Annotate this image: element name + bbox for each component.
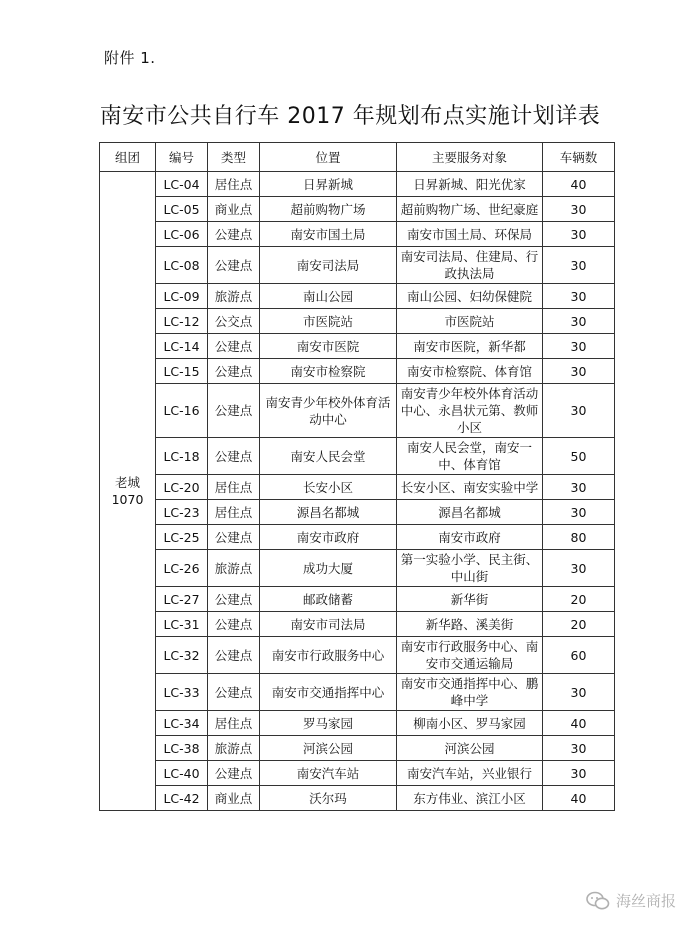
group-name: 老城 — [114, 475, 140, 490]
bikes-cell: 80 — [543, 525, 615, 550]
table-row — [100, 222, 615, 247]
table-row — [100, 711, 615, 736]
serves-cell: 南安市医院，新华都 — [397, 334, 543, 359]
watermark-text: 海丝商报 — [615, 892, 676, 910]
header-location: 位置 — [260, 143, 397, 172]
location-cell: 河滨公园 — [260, 736, 397, 761]
serves-cell: 河滨公园 — [397, 736, 543, 761]
table-row — [100, 438, 615, 475]
table-row — [100, 550, 615, 587]
table-row — [100, 197, 615, 222]
type-cell: 公建点 — [208, 587, 260, 612]
serves-cell: 市医院站 — [397, 309, 543, 334]
table-row — [100, 475, 615, 500]
type-cell: 旅游点 — [208, 736, 260, 761]
bikes-cell: 30 — [543, 309, 615, 334]
serves-cell: 新华街 — [397, 587, 543, 612]
location-cell: 南安青少年校外体育活动中心 — [260, 384, 397, 438]
code-cell: LC-09 — [156, 284, 208, 309]
serves-cell: 南安市交通指挥中心、鹏峰中学 — [397, 674, 543, 711]
table-row — [100, 334, 615, 359]
code-cell: LC-14 — [156, 334, 208, 359]
code-cell: LC-42 — [156, 786, 208, 811]
bikes-cell: 60 — [543, 637, 615, 674]
table-row — [100, 587, 615, 612]
location-cell: 沃尔玛 — [260, 786, 397, 811]
table-row — [100, 736, 615, 761]
header-serves: 主要服务对象 — [397, 143, 543, 172]
code-cell: LC-38 — [156, 736, 208, 761]
bikes-cell: 30 — [543, 334, 615, 359]
table-row — [100, 612, 615, 637]
location-cell: 南安市医院 — [260, 334, 397, 359]
location-cell: 南安市政府 — [260, 525, 397, 550]
bikes-cell: 50 — [543, 438, 615, 475]
location-cell: 南安汽车站 — [260, 761, 397, 786]
type-cell: 公建点 — [208, 674, 260, 711]
location-cell: 南安市检察院 — [260, 359, 397, 384]
type-cell: 旅游点 — [208, 550, 260, 587]
location-cell: 南安市司法局 — [260, 612, 397, 637]
watermark — [586, 890, 676, 911]
bikes-cell: 30 — [543, 550, 615, 587]
type-cell: 居住点 — [208, 711, 260, 736]
location-cell: 成功大厦 — [260, 550, 397, 587]
code-cell: LC-31 — [156, 612, 208, 637]
bikes-cell: 30 — [543, 222, 615, 247]
bikes-cell: 40 — [543, 786, 615, 811]
table-row — [100, 786, 615, 811]
location-cell: 源昌名都城 — [260, 500, 397, 525]
code-cell: LC-32 — [156, 637, 208, 674]
code-cell: LC-04 — [156, 172, 208, 197]
code-cell: LC-40 — [156, 761, 208, 786]
type-cell: 居住点 — [208, 172, 260, 197]
type-cell: 公建点 — [208, 222, 260, 247]
code-cell: LC-08 — [156, 247, 208, 284]
bikes-cell: 30 — [543, 500, 615, 525]
serves-cell: 南安市检察院、体育馆 — [397, 359, 543, 384]
table-row — [100, 359, 615, 384]
location-cell: 南安司法局 — [260, 247, 397, 284]
bikes-cell: 20 — [543, 612, 615, 637]
bikes-cell: 30 — [543, 384, 615, 438]
serves-cell: 南安司法局、住建局、行政执法局 — [397, 247, 543, 284]
code-cell: LC-26 — [156, 550, 208, 587]
bikes-cell: 30 — [543, 284, 615, 309]
group-cell — [100, 172, 156, 811]
table-row — [100, 284, 615, 309]
type-cell: 公建点 — [208, 612, 260, 637]
bikes-cell: 40 — [543, 172, 615, 197]
location-cell: 长安小区 — [260, 475, 397, 500]
serves-cell: 第一实验小学、民主街、中山街 — [397, 550, 543, 587]
type-cell: 公建点 — [208, 525, 260, 550]
bikes-cell: 30 — [543, 247, 615, 284]
type-cell: 商业点 — [208, 786, 260, 811]
bikes-cell: 30 — [543, 674, 615, 711]
location-cell: 南安市国土局 — [260, 222, 397, 247]
table-row — [100, 309, 615, 334]
table-row — [100, 500, 615, 525]
code-cell: LC-06 — [156, 222, 208, 247]
group-total: 1070 — [111, 492, 144, 507]
wechat-icon — [586, 891, 610, 911]
serves-cell: 东方伟业、滨江小区 — [397, 786, 543, 811]
serves-cell: 南安市行政服务中心、南安市交通运输局 — [397, 637, 543, 674]
type-cell: 公建点 — [208, 359, 260, 384]
serves-cell: 超前购物广场、世纪豪庭 — [397, 197, 543, 222]
table-row — [100, 525, 615, 550]
table-row — [100, 247, 615, 284]
type-cell: 公建点 — [208, 761, 260, 786]
code-cell: LC-16 — [156, 384, 208, 438]
type-cell: 旅游点 — [208, 284, 260, 309]
type-cell: 居住点 — [208, 500, 260, 525]
bikes-cell: 30 — [543, 475, 615, 500]
serves-cell: 新华路、溪美街 — [397, 612, 543, 637]
table-row — [100, 384, 615, 438]
location-cell: 日昇新城 — [260, 172, 397, 197]
code-cell: LC-27 — [156, 587, 208, 612]
page-title: 南安市公共自行车 2017 年规划布点实施计划详表 — [99, 104, 601, 129]
location-cell: 南安人民会堂 — [260, 438, 397, 475]
bikes-cell: 30 — [543, 197, 615, 222]
type-cell: 公建点 — [208, 384, 260, 438]
table-row — [100, 761, 615, 786]
type-cell: 公建点 — [208, 334, 260, 359]
serves-cell: 南山公园、妇幼保健院 — [397, 284, 543, 309]
header-bikes: 车辆数 — [543, 143, 615, 172]
location-cell: 市医院站 — [260, 309, 397, 334]
table-body — [100, 172, 615, 811]
serves-cell: 南安汽车站，兴业银行 — [397, 761, 543, 786]
code-cell: LC-33 — [156, 674, 208, 711]
serves-cell: 长安小区、南安实验中学 — [397, 475, 543, 500]
location-cell: 邮政储蓄 — [260, 587, 397, 612]
table-row — [100, 674, 615, 711]
code-cell: LC-18 — [156, 438, 208, 475]
serves-cell: 南安市国土局、环保局 — [397, 222, 543, 247]
location-cell: 罗马家园 — [260, 711, 397, 736]
location-cell: 南山公园 — [260, 284, 397, 309]
code-cell: LC-34 — [156, 711, 208, 736]
type-cell: 商业点 — [208, 197, 260, 222]
serves-cell: 日昇新城、阳光优家 — [397, 172, 543, 197]
header-group: 组团 — [100, 143, 156, 172]
code-cell: LC-25 — [156, 525, 208, 550]
bikes-cell: 40 — [543, 711, 615, 736]
bikes-cell: 30 — [543, 761, 615, 786]
serves-cell: 柳南小区、罗马家园 — [397, 711, 543, 736]
code-cell: LC-12 — [156, 309, 208, 334]
bikes-cell: 20 — [543, 587, 615, 612]
table-row — [100, 172, 615, 197]
code-cell: LC-05 — [156, 197, 208, 222]
location-cell: 南安市行政服务中心 — [260, 637, 397, 674]
location-cell: 超前购物广场 — [260, 197, 397, 222]
type-cell: 公交点 — [208, 309, 260, 334]
type-cell: 公建点 — [208, 438, 260, 475]
bikes-cell: 30 — [543, 359, 615, 384]
attachment-label: 附件 1. — [104, 49, 156, 67]
serves-cell: 南安人民会堂，南安一中、体育馆 — [397, 438, 543, 475]
type-cell: 居住点 — [208, 475, 260, 500]
plan-table — [99, 142, 615, 811]
code-cell: LC-20 — [156, 475, 208, 500]
table-header-row — [100, 143, 615, 172]
serves-cell: 南安青少年校外体育活动中心、永昌状元第、教师小区 — [397, 384, 543, 438]
header-code: 编号 — [156, 143, 208, 172]
serves-cell: 南安市政府 — [397, 525, 543, 550]
bikes-cell: 30 — [543, 736, 615, 761]
type-cell: 公建点 — [208, 637, 260, 674]
location-cell: 南安市交通指挥中心 — [260, 674, 397, 711]
table-row — [100, 637, 615, 674]
type-cell: 公建点 — [208, 247, 260, 284]
code-cell: LC-23 — [156, 500, 208, 525]
code-cell: LC-15 — [156, 359, 208, 384]
serves-cell: 源昌名都城 — [397, 500, 543, 525]
header-type: 类型 — [208, 143, 260, 172]
